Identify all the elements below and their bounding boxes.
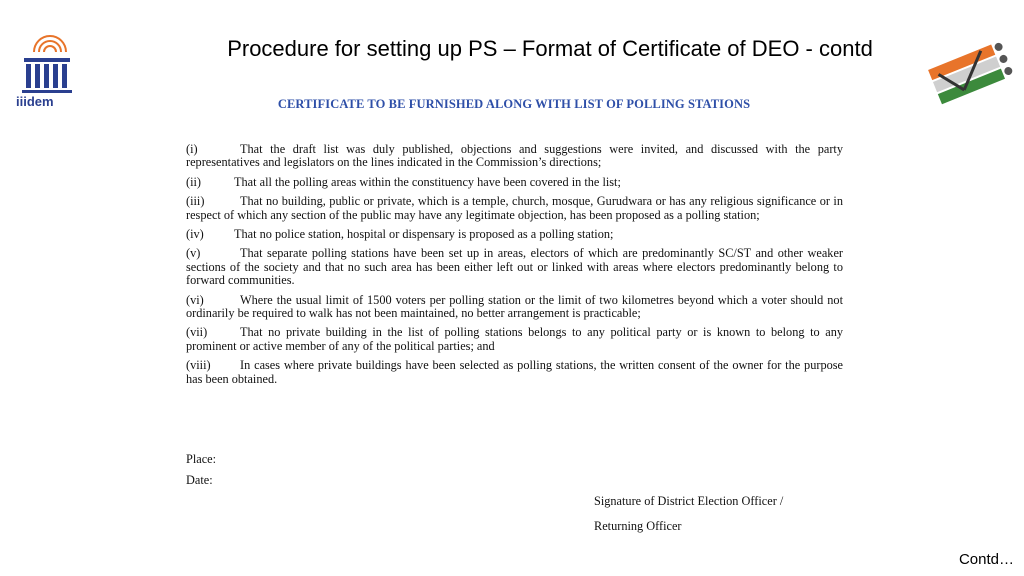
signature-line-2: Returning Officer — [594, 519, 682, 533]
logo-text: iiidem — [16, 94, 54, 109]
signature-line-1: Signature of District Election Officer / — [594, 494, 784, 508]
clause-item — [186, 247, 843, 287]
eci-logo — [918, 38, 1014, 108]
clause-text: Where the usual limit of 1500 voters per polling station or the limit of two kilometres beyond which a voter should not ordinarily be required to walk has not been maintained, no better arrangement is practicable; — [186, 292, 843, 321]
clause-number: (vii) — [186, 325, 208, 340]
certificate-heading: CERTIFICATE TO BE FURNISHED ALONG WITH LIST OF POLLING STATIONS — [277, 97, 751, 111]
clause-number: (vi) — [186, 292, 204, 307]
clause-number: (iii) — [186, 194, 205, 209]
clause-text: That all the polling areas within the constituency have been covered in the list; — [234, 174, 621, 189]
clause-number: (iv) — [186, 227, 204, 242]
clause-text: That no building, public or private, which is a temple, church, mosque, Gurudwara or has any religious significance or in respect of which any section of the public may have any legitimate objection, has been proposed as a polling station; — [186, 194, 843, 222]
clause-text: That no private building in the list of polling stations belongs to any political party or is known to belong to any prominent or active member of any of the political parties; and — [186, 325, 843, 353]
place-label: Place: — [186, 452, 217, 466]
clause-item — [186, 228, 843, 241]
clause-text: In cases where private buildings have been selected as polling stations, the written consent of the owner for the purpose has been obtained. — [186, 358, 843, 386]
clause-item — [186, 176, 843, 189]
clause-item — [186, 195, 843, 222]
clause-number: (v) — [186, 246, 201, 261]
slide-title: Procedure for setting up PS – Format of Certificate of DEO - contd — [227, 36, 873, 61]
ballot-emblem-icon — [918, 38, 1014, 108]
continued-label: Contd… — [958, 551, 1014, 568]
date-label: Date: — [186, 473, 213, 487]
clause-text: That the draft list was duly published, objections and suggestions were invited, and discussed with the party representatives and legislators on the lines indicated in the Commission’s directions; — [186, 142, 843, 170]
clause-text: That separate polling stations have been set up in areas, electors of which are predominantly SC/ST and other weaker sections of the society and that no such area has been either left out or linked with areas where electors predominantly belong to forward communities. — [186, 246, 843, 288]
certificate-clauses — [186, 143, 843, 392]
clause-number: (viii) — [186, 358, 211, 373]
clause-item — [186, 359, 843, 386]
clause-number: (ii) — [186, 174, 202, 189]
clause-item — [186, 326, 843, 353]
clause-text: That no police station, hospital or dispensary is proposed as a polling station; — [234, 227, 614, 242]
clause-number: (i) — [186, 142, 198, 156]
clause-item — [186, 143, 843, 170]
clause-item — [186, 294, 843, 321]
